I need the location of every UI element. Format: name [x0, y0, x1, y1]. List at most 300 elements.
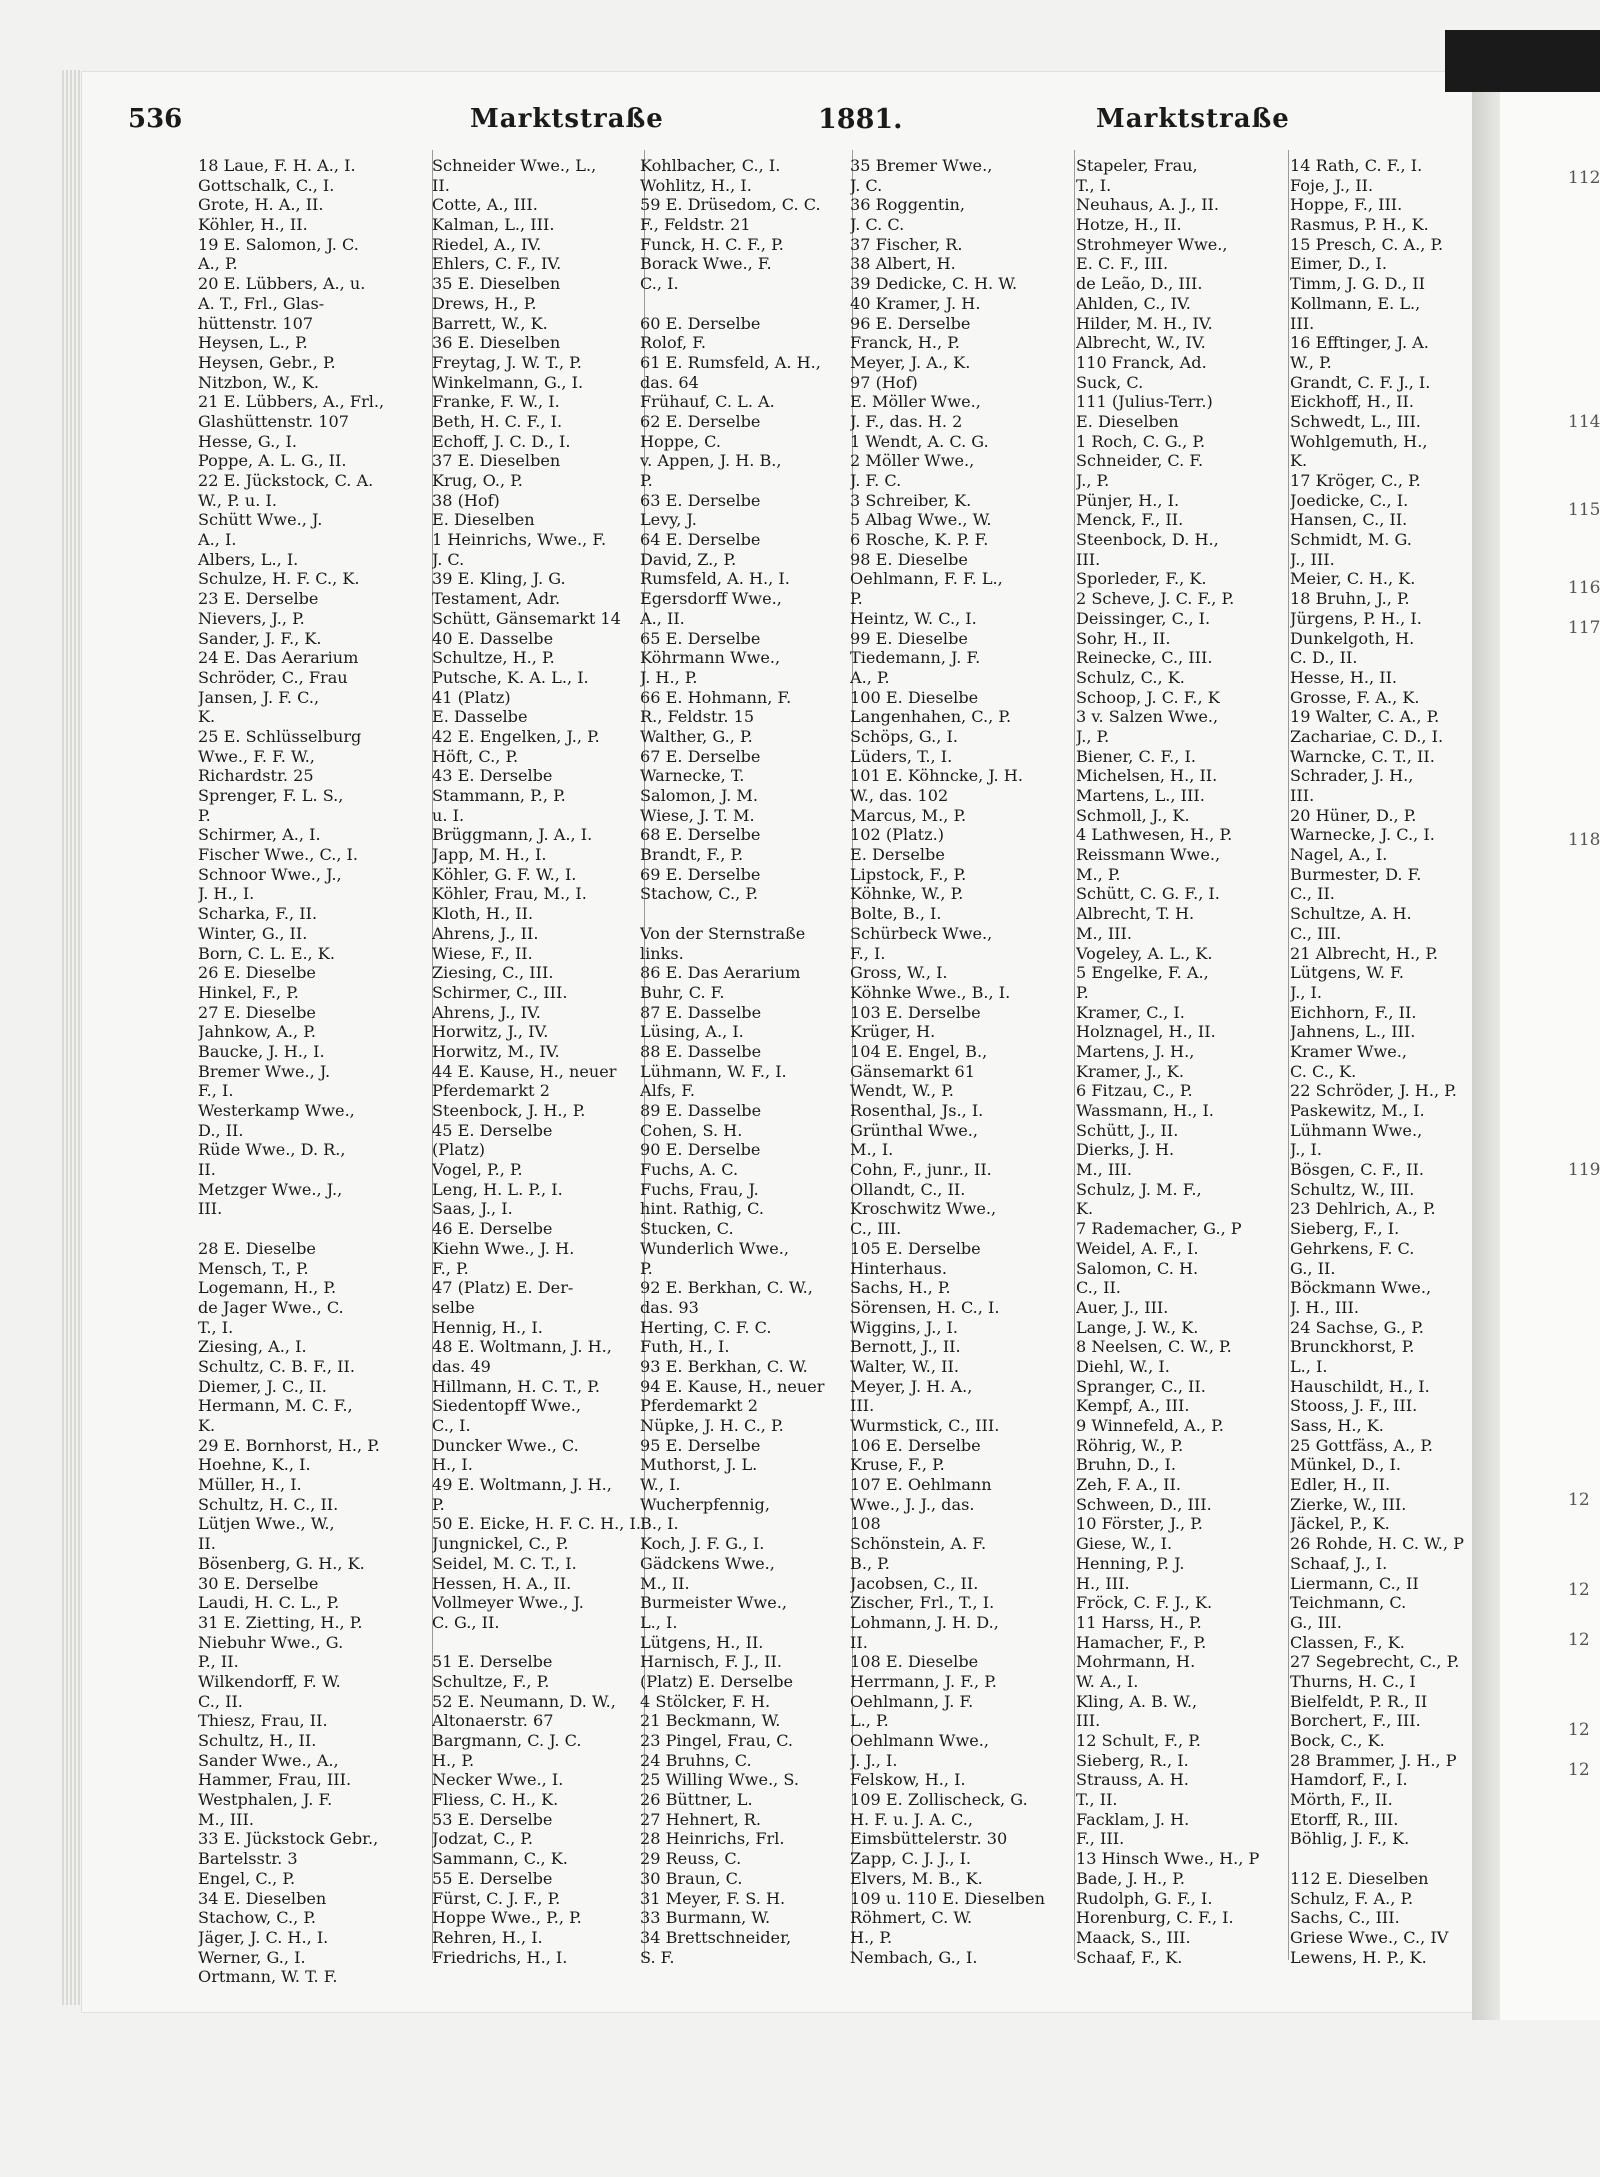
directory-entry: Hinterhaus.	[850, 1258, 947, 1278]
directory-entry: C. G., II.	[432, 1612, 500, 1632]
directory-entry: Ahrens, J., II.	[432, 923, 539, 943]
directory-entry: Mohrmann, H.	[1076, 1652, 1196, 1672]
directory-entry: Sachs, C., III.	[1290, 1908, 1400, 1928]
directory-entry: Rudolph, G. F., I.	[1076, 1888, 1213, 1908]
directory-entry: 18 Bruhn, J., P.	[1290, 589, 1410, 609]
directory-entry: 43 E. Derselbe	[432, 766, 553, 786]
directory-entry: Burmeister Wwe.,	[640, 1593, 787, 1613]
directory-entry: H., I.	[432, 1455, 473, 1475]
directory-entry: Lipstock, F., P.	[850, 864, 967, 884]
directory-entry: Hilder, M. H., IV.	[1076, 313, 1213, 333]
directory-entry: Bock, C., K.	[1290, 1731, 1385, 1750]
directory-entry: Eickhoff, H., II.	[1290, 392, 1415, 412]
directory-entry: 27 Hehnert, R.	[640, 1809, 762, 1829]
directory-entry: Eichhorn, F., II.	[1290, 1002, 1417, 1022]
directory-entry: 6 Rosche, K. P. F.	[850, 530, 989, 550]
directory-entry: Wucherpfennig,	[640, 1494, 770, 1514]
directory-entry: D., II.	[198, 1120, 244, 1140]
directory-entry: Ortmann, W. T. F.	[198, 1967, 338, 1987]
directory-entry: 61 E. Rumsfeld, A. H.,	[640, 352, 821, 372]
directory-entry: 16 Efftinger, J. A.	[1290, 333, 1429, 353]
directory-entry: Thiesz, Frau, II.	[198, 1711, 328, 1731]
directory-entry: Böckmann Wwe.,	[1290, 1278, 1432, 1298]
directory-entry: C. D., II.	[1290, 648, 1358, 668]
directory-entry: v. Appen, J. H. B.,	[640, 451, 782, 471]
directory-entry: 112 E. Dieselben	[1290, 1868, 1429, 1888]
directory-entry: Hamdorf, F., I.	[1290, 1770, 1408, 1790]
right-title: Marktstraße	[1096, 104, 1290, 134]
directory-entry: Bremer Wwe., J.	[198, 1061, 331, 1081]
directory-entry: Schütt Wwe., J.	[198, 510, 323, 530]
directory-entry: Futh, H., I.	[640, 1337, 730, 1357]
directory-entry: Sörensen, H. C., I.	[850, 1297, 1000, 1317]
directory-entry: II.	[198, 1160, 216, 1180]
directory-entry: Gehrkens, F. C.	[1290, 1238, 1415, 1258]
directory-entry: Horwitz, J., IV.	[432, 1022, 549, 1042]
directory-entry: Sander, J. F., K.	[198, 628, 322, 648]
directory-entry: Riedel, A., IV.	[432, 234, 542, 254]
directory-entry: 97 (Hof)	[850, 372, 918, 392]
directory-entry: Grosse, F. A., K.	[1290, 687, 1420, 707]
directory-entry: 104 E. Engel, B.,	[850, 1041, 988, 1061]
directory-entry: Vogel, P., P.	[432, 1160, 523, 1180]
directory-entry: Auer, J., III.	[1076, 1297, 1169, 1317]
directory-entry: Hinkel, F., P.	[198, 982, 299, 1002]
directory-entry: 109 u. 110 E. Dieselben	[850, 1888, 1045, 1908]
directory-entry: 31 Meyer, F. S. H.	[640, 1888, 786, 1908]
directory-entry: Stachow, C., P.	[640, 884, 759, 904]
directory-entry: Lohmann, J. H. D.,	[850, 1612, 999, 1632]
directory-entry: Schulze, H. F. C., K.	[198, 569, 360, 589]
directory-entry: Lüders, T., I.	[850, 746, 953, 766]
directory-entry: J., I.	[1290, 1140, 1323, 1160]
directory-entry: 92 E. Berkhan, C. W.,	[640, 1278, 813, 1298]
directory-entry: Hoehne, K., I.	[198, 1455, 311, 1475]
directory-entry: J. H., I.	[198, 884, 255, 904]
scan-border	[1445, 30, 1600, 92]
directory-entry: Schultze, H., P.	[432, 648, 555, 668]
directory-entry: Schirmer, A., I.	[198, 825, 321, 845]
directory-entry: Beth, H. C. F., I.	[432, 411, 563, 431]
directory-entry: Zischer, Frl., T., I.	[850, 1593, 995, 1613]
directory-entry: Kohlbacher, C., I.	[640, 156, 781, 175]
directory-entry: K.	[1290, 451, 1308, 471]
directory-entry: Von der Sternstraße	[640, 923, 806, 943]
directory-entry: Paskewitz, M., I.	[1290, 1101, 1425, 1120]
directory-entry: Reinecke, C., III.	[1076, 648, 1213, 668]
directory-entry: 41 (Platz)	[432, 687, 511, 707]
margin-number: 12	[1568, 1580, 1590, 1600]
directory-entry: 19 Walter, C. A., P.	[1290, 707, 1440, 727]
directory-entry: Michelsen, H., II.	[1076, 766, 1218, 786]
directory-entry: Fuchs, A. C.	[640, 1160, 739, 1180]
directory-entry: Pferdemarkt 2	[432, 1081, 550, 1101]
directory-entry: J., P.	[1076, 471, 1110, 490]
directory-entry: Fürst, C. J. F., P.	[432, 1888, 561, 1908]
directory-entry: Hessen, H. A., II.	[432, 1573, 572, 1593]
directory-entry: Grandt, C. F. J., I.	[1290, 372, 1431, 392]
directory-entry: Sohr, H., II.	[1076, 628, 1171, 648]
directory-entry: 86 E. Das Aerarium	[640, 963, 801, 983]
directory-entry: 2 Scheve, J. C. F., P.	[1076, 589, 1235, 609]
directory-entry: 105 E. Derselbe	[850, 1238, 981, 1258]
directory-entry: Schnoor Wwe., J.,	[198, 864, 342, 884]
directory-entry: Schultz, W., III.	[1290, 1179, 1415, 1199]
directory-entry: Köhnke Wwe., B., I.	[850, 982, 1011, 1002]
directory-entry: P.	[850, 589, 863, 609]
directory-entry: L., I.	[640, 1612, 678, 1632]
directory-entry: 102 (Platz.)	[850, 825, 945, 845]
directory-entry: Jacobsen, C., II.	[850, 1573, 979, 1593]
directory-entry: 69 E. Derselbe	[640, 864, 761, 884]
directory-entry: J. C. C.	[850, 215, 905, 235]
directory-entry: Hoppe, C.	[640, 431, 721, 451]
margin-number: 114	[1568, 412, 1600, 432]
directory-entry: Baucke, J. H., I.	[198, 1041, 325, 1061]
directory-entry: Giese, W., I.	[1076, 1534, 1173, 1554]
directory-entry: Bartelsstr. 3	[198, 1849, 298, 1869]
directory-entry: Winkelmann, G., I.	[432, 372, 584, 392]
directory-entry: II.	[198, 1534, 216, 1554]
margin-number: 12	[1568, 1760, 1590, 1780]
directory-entry: u. I.	[432, 805, 465, 825]
directory-entry: 2 Möller Wwe.,	[850, 451, 975, 471]
directory-entry: Winter, G., II.	[198, 923, 308, 943]
directory-entry: Stammann, P., P.	[432, 786, 566, 805]
directory-entry: Wwe., J. J., das.	[850, 1494, 975, 1514]
directory-entry: L., P.	[850, 1711, 889, 1731]
directory-entry: J. F., das. H. 2	[850, 411, 963, 431]
directory-entry: Sporleder, F., K.	[1076, 569, 1207, 589]
directory-entry: 10 Förster, J., P.	[1076, 1514, 1203, 1534]
directory-entry: Wunderlich Wwe.,	[640, 1238, 790, 1258]
directory-entry: 46 E. Derselbe	[432, 1219, 553, 1239]
directory-entry: P.	[640, 1258, 653, 1278]
directory-entry: 8 Neelsen, C. W., P.	[1076, 1337, 1232, 1357]
directory-entry: Deissinger, C., I.	[1076, 608, 1211, 628]
directory-entry: Horenburg, C. F., I.	[1076, 1908, 1234, 1928]
directory-entry: 30 Braun, C.	[640, 1868, 743, 1888]
directory-entry: M., III.	[198, 1809, 255, 1829]
directory-entry: 35 E. Dieselben	[432, 274, 561, 294]
directory-entry: E. Möller Wwe.,	[850, 392, 981, 412]
directory-entry: Koch, J. F. G., I.	[640, 1534, 765, 1554]
directory-entry	[640, 904, 870, 924]
directory-entry: Grote, H. A., II.	[198, 195, 324, 215]
directory-entry: Hoppe Wwe., P., P.	[432, 1908, 582, 1928]
directory-entry: 99 E. Dieselbe	[850, 628, 968, 648]
directory-entry: Reissmann Wwe.,	[1076, 845, 1221, 865]
directory-entry: Kruse, F., P.	[850, 1455, 945, 1475]
directory-entry: 33 E. Jückstock Gebr.,	[198, 1829, 379, 1849]
directory-entry: 95 E. Derselbe	[640, 1435, 761, 1455]
directory-entry: hint. Rathig, C.	[640, 1199, 765, 1219]
directory-entry: Herting, C. F. C.	[640, 1317, 772, 1337]
directory-column-4	[850, 156, 1070, 1967]
directory-entry: C., II.	[1290, 884, 1335, 904]
directory-entry: 52 E. Neumann, D. W.,	[432, 1691, 616, 1711]
directory-entry: Sammann, C., K.	[432, 1849, 568, 1869]
directory-entry: 27 Segebrecht, C., P.	[1290, 1652, 1460, 1672]
directory-entry: Oehlmann, J. F.	[850, 1691, 974, 1711]
directory-entry: Lütjen Wwe., W.,	[198, 1514, 335, 1534]
directory-entry: Richardstr. 25	[198, 766, 314, 786]
directory-entry: J. C.	[432, 549, 465, 569]
directory-entry: Brunckhorst, P.	[1290, 1337, 1415, 1357]
directory-entry: Bielfeldt, P. R., II	[1290, 1691, 1428, 1711]
directory-entry: Meier, C. H., K.	[1290, 569, 1416, 589]
directory-entry: 1 Wendt, A. C. G.	[850, 431, 989, 451]
directory-entry: 48 E. Woltmann, J. H.,	[432, 1337, 612, 1357]
directory-entry: Hammer, Frau, III.	[198, 1770, 352, 1790]
directory-entry: Werner, G., I.	[198, 1947, 306, 1967]
directory-entry: Meyer, J. A., K.	[850, 352, 971, 372]
directory-entry: 34 E. Dieselben	[198, 1888, 327, 1908]
directory-entry: Japp, M. H., I.	[432, 845, 547, 865]
directory-entry: selbe	[432, 1297, 475, 1317]
directory-entry: Herrmann, J. F., P.	[850, 1671, 997, 1691]
directory-entry: L., I.	[1290, 1356, 1328, 1376]
directory-entry: 40 Kramer, J. H.	[850, 293, 981, 313]
directory-entry: Sieberg, F., I.	[1290, 1219, 1400, 1239]
directory-entry: Schulz, J. M. F.,	[1076, 1179, 1202, 1199]
directory-entry: Saas, J., I.	[432, 1199, 513, 1219]
directory-entry: Bruhn, D., I.	[1076, 1455, 1176, 1475]
directory-entry: Horwitz, M., IV.	[432, 1041, 560, 1061]
directory-entry: Dierks, J. H.	[1076, 1140, 1175, 1160]
directory-entry: 24 Sachse, G., P.	[1290, 1317, 1424, 1337]
directory-entry: III.	[1290, 313, 1315, 333]
directory-entry: Eimsbüttelerstr. 30	[850, 1829, 1008, 1849]
directory-entry: 66 E. Hohmann, F.	[640, 687, 792, 707]
directory-entry: T., I.	[1076, 175, 1112, 195]
directory-entry: 30 E. Derselbe	[198, 1573, 319, 1593]
directory-entry: Classen, F., K.	[1290, 1632, 1405, 1652]
directory-entry: P., II.	[198, 1652, 239, 1672]
margin-number: 12	[1568, 1720, 1590, 1740]
directory-entry: Vollmeyer Wwe., J.	[432, 1593, 584, 1613]
directory-entry: Stucken, C.	[640, 1219, 734, 1239]
directory-entry: F., I.	[198, 1081, 234, 1101]
directory-entry: 27 E. Dieselbe	[198, 1002, 316, 1022]
directory-entry: Schürbeck Wwe.,	[850, 923, 993, 943]
directory-entry: Schmidt, M. G.	[1290, 530, 1412, 550]
directory-entry: Schneider Wwe., L.,	[432, 156, 597, 175]
directory-entry: Diemer, J. C., II.	[198, 1376, 327, 1396]
directory-entry: Hennig, H., I.	[432, 1317, 543, 1337]
directory-entry: Steenbock, D. H.,	[1076, 530, 1219, 550]
directory-entry: Hermann, M. C. F.,	[198, 1396, 353, 1416]
directory-entry: Bösenberg, G. H., K.	[198, 1553, 365, 1573]
directory-entry: 26 E. Dieselbe	[198, 963, 316, 983]
directory-entry: Hillmann, H. C. T., P.	[432, 1376, 600, 1396]
directory-entry: 37 E. Dieselben	[432, 451, 561, 471]
directory-entry: Hotze, H., II.	[1076, 215, 1182, 235]
directory-entry: Hansen, C., II.	[1290, 510, 1408, 530]
directory-entry: Fuchs, Frau, J.	[640, 1179, 759, 1199]
directory-entry: Necker Wwe., I.	[432, 1770, 564, 1790]
directory-entry: David, Z., P.	[640, 549, 737, 569]
directory-entry	[198, 1219, 434, 1239]
directory-entry: Köhrmann Wwe.,	[640, 648, 781, 668]
directory-entry: Felskow, H., I.	[850, 1770, 966, 1790]
directory-entry: 39 Dedicke, C. H. W.	[850, 274, 1018, 294]
directory-entry: 98 E. Dieselbe	[850, 549, 968, 569]
directory-entry: Schween, D., III.	[1076, 1494, 1212, 1514]
directory-entry: 59 E. Drüsedom, C. C.	[640, 195, 821, 215]
directory-entry: Münkel, D., I.	[1290, 1455, 1402, 1475]
directory-entry: 21 E. Lübbers, A., Frl.,	[198, 392, 385, 412]
directory-entry: Suck, C.	[1076, 372, 1144, 392]
directory-entry: Wurmstick, C., III.	[850, 1416, 1000, 1435]
directory-entry: 13 Hinsch Wwe., H., P	[1076, 1849, 1260, 1869]
directory-entry: 35 Bremer Wwe.,	[850, 156, 993, 175]
directory-entry: Wohlgemuth, H.,	[1290, 431, 1428, 451]
directory-entry: Schirmer, C., III.	[432, 982, 568, 1002]
directory-entry: Westphalen, J. F.	[198, 1790, 333, 1810]
directory-entry: Hesse, G., I.	[198, 431, 297, 451]
directory-entry: Lange, J. W., K.	[1076, 1317, 1199, 1337]
directory-entry: (Platz)	[432, 1140, 486, 1160]
directory-entry: Friedrichs, H., I.	[432, 1947, 568, 1967]
directory-entry: Kramer Wwe.,	[1290, 1041, 1407, 1061]
directory-entry: Lühmann, W. F., I.	[640, 1061, 787, 1081]
directory-entry: Ziesing, C., III.	[432, 963, 554, 983]
directory-entry: S. F.	[640, 1947, 675, 1967]
directory-entry: Gottschalk, C., I.	[198, 175, 335, 195]
directory-entry: Thurns, H. C., I	[1290, 1671, 1416, 1691]
directory-entry: III.	[1290, 786, 1315, 805]
directory-entry: Zapp, C. J. J., I.	[850, 1849, 972, 1869]
directory-entry: Jäckel, P., K.	[1290, 1514, 1390, 1534]
directory-entry: Köhler, Frau, M., I.	[432, 884, 587, 904]
directory-entry: 67 E. Derselbe	[640, 746, 761, 766]
directory-entry: Bolte, B., I.	[850, 904, 942, 924]
directory-entry: W., P. u. I.	[198, 490, 277, 510]
directory-entry: G., III.	[1290, 1612, 1342, 1632]
directory-entry: Niebuhr Wwe., G.	[198, 1632, 344, 1652]
directory-entry: Jahnens, L., III.	[1290, 1022, 1416, 1042]
directory-entry: Teichmann, C.	[1290, 1593, 1407, 1613]
directory-entry: III.	[1076, 1711, 1101, 1731]
directory-entry: Köhler, G. F. W., I.	[432, 864, 577, 884]
directory-entry: 25 E. Schlüsselburg	[198, 726, 362, 746]
directory-entry: Diehl, W., I.	[1076, 1356, 1170, 1376]
directory-entry: Mörth, F., II.	[1290, 1790, 1393, 1810]
directory-entry: Poppe, A. L. G., II.	[198, 451, 347, 471]
directory-entry: Albers, L., I.	[198, 549, 299, 569]
directory-entry: Steenbock, J. H., P.	[432, 1101, 586, 1120]
directory-entry: M., I.	[850, 1140, 894, 1160]
directory-entry: Kroschwitz Wwe.,	[850, 1199, 997, 1219]
directory-entry: Spranger, C., II.	[1076, 1376, 1206, 1396]
directory-entry: 21 Albrecht, H., P.	[1290, 943, 1439, 963]
directory-entry: 26 Büttner, L.	[640, 1790, 753, 1810]
directory-entry: Bade, J. H., P.	[1076, 1868, 1185, 1888]
directory-entry: Ahrens, J., IV.	[432, 1002, 541, 1022]
directory-entry: de Leão, D., III.	[1076, 274, 1203, 294]
directory-entry: Röhmert, C. W.	[850, 1908, 973, 1928]
directory-entry: Ahlden, C., IV.	[1076, 293, 1191, 313]
directory-entry: hüttenstr. 107	[198, 313, 314, 333]
directory-entry: 15 Presch, C. A., P.	[1290, 234, 1444, 254]
directory-entry: Schröder, C., Frau	[198, 667, 348, 687]
directory-entry: Timm, J. G. D., II	[1290, 274, 1425, 294]
directory-entry: das. 64	[640, 372, 699, 392]
directory-entry: Freytag, J. W. T., P.	[432, 352, 582, 372]
directory-entry: Oehlmann, F. F. L.,	[850, 569, 1003, 589]
directory-entry: Putsche, K. A. L., I.	[432, 667, 589, 687]
directory-entry: 17 Kröger, C., P.	[1290, 471, 1421, 490]
directory-entry: A., I.	[198, 530, 237, 550]
directory-entry: 107 E. Oehlmann	[850, 1475, 992, 1495]
directory-entry: Lütgens, H., II.	[640, 1632, 764, 1652]
directory-entry: Elvers, M. B., K.	[850, 1868, 983, 1888]
directory-entry: Pferdemarkt 2	[640, 1396, 758, 1416]
directory-entry: 47 (Platz) E. Der-	[432, 1278, 574, 1298]
directory-entry: B., I.	[640, 1514, 679, 1534]
directory-entry: 100 E. Dieselbe	[850, 687, 979, 707]
directory-column-1	[198, 156, 434, 1987]
directory-entry: Zachariae, C. D., I.	[1290, 726, 1444, 746]
directory-entry: 24 Bruhns, C.	[640, 1750, 752, 1770]
directory-entry: Stapeler, Frau,	[1076, 156, 1198, 175]
directory-entry: Vogeley, A. L., K.	[1076, 943, 1213, 963]
directory-entry: Schultz, C. B. F., II.	[198, 1356, 355, 1376]
directory-entry: Schultz, H., II.	[198, 1731, 317, 1750]
directory-column-5	[1076, 156, 1296, 1967]
directory-entry: C., II.	[198, 1691, 243, 1711]
directory-entry: 28 E. Dieselbe	[198, 1238, 316, 1258]
directory-entry: K.	[198, 707, 216, 727]
directory-entry: H. F. u. J. A. C.,	[850, 1809, 974, 1829]
directory-entry: Seidel, M. C. T., I.	[432, 1553, 577, 1573]
directory-entry: Schrader, J. H.,	[1290, 766, 1414, 786]
directory-entry: Egersdorff Wwe.,	[640, 589, 782, 609]
directory-entry: Drews, H., P.	[432, 293, 537, 313]
directory-entry: 108 E. Dieselbe	[850, 1652, 979, 1672]
directory-entry: K.	[1076, 1199, 1094, 1219]
directory-entry: Funck, H. C. F., P.	[640, 234, 784, 254]
directory-entry: Glashüttenstr. 107	[198, 411, 350, 431]
directory-entry: 90 E. Derselbe	[640, 1140, 761, 1160]
directory-entry: Ollandt, C., II.	[850, 1179, 966, 1199]
directory-entry: Warnecke, T.	[640, 766, 745, 786]
directory-entry: Wilkendorff, F. W.	[198, 1671, 341, 1691]
directory-entry: Krüger, H.	[850, 1022, 936, 1042]
directory-entry: Salomon, J. M.	[640, 786, 759, 805]
directory-entry: Engel, C., P.	[198, 1868, 296, 1888]
directory-entry: Foje, J., II.	[1290, 175, 1374, 195]
directory-entry: Schöps, G., I.	[850, 726, 958, 746]
directory-entry: C., III.	[1290, 923, 1342, 943]
directory-entry: Wiggins, J., I.	[850, 1317, 959, 1337]
directory-entry: 34 Brettschneider,	[640, 1927, 792, 1947]
directory-entry: Schulz, C., K.	[1076, 667, 1185, 687]
directory-entry: Schönstein, A. F.	[850, 1534, 987, 1554]
directory-entry: F., P.	[432, 1258, 469, 1278]
directory-entry: Menck, F., II.	[1076, 510, 1184, 530]
directory-entry: 5 Engelke, F. A.,	[1076, 963, 1209, 983]
directory-entry: Gänsemarkt 61	[850, 1061, 975, 1081]
directory-entry: Röhrig, W., P.	[1076, 1435, 1184, 1455]
directory-entry: E. Derselbe	[850, 845, 945, 865]
directory-entry: Schwedt, L., III.	[1290, 411, 1421, 431]
directory-entry: 36 Roggentin,	[850, 195, 965, 215]
directory-entry: 55 E. Derselbe	[432, 1868, 553, 1888]
binding-shadow	[1472, 70, 1500, 2020]
directory-entry: Langenhahen, C., P.	[850, 707, 1012, 727]
